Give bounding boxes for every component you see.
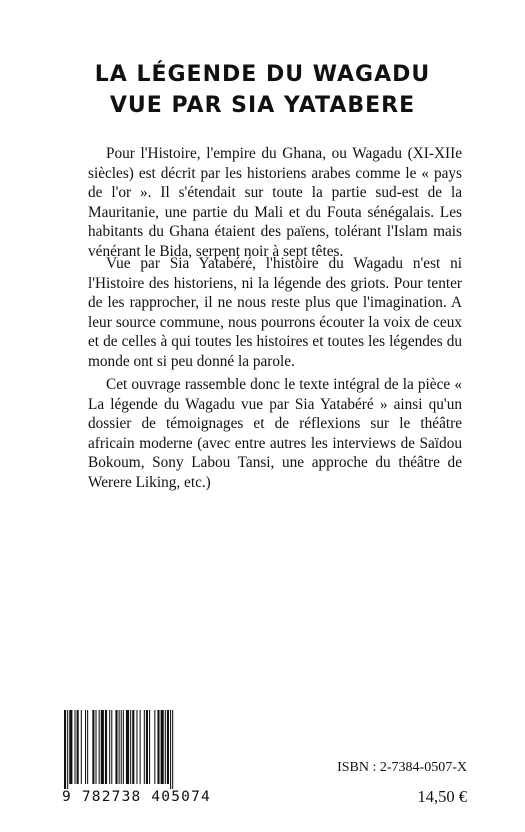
barcode-bar [109, 710, 110, 784]
barcode-bar [136, 710, 137, 784]
barcode-bar [170, 710, 171, 789]
summary-paragraph-2: Vue par Sia Yatabéré, l'histoire du Wagadu n'est ni l'Histoire des historiens, ni la légende des griots. Pour tenter de les rapprocher, il ne nous reste plus que l'imagination. A leur source commune, nous pourrons écouter la voix de ceux et de celles à qui toutes les histoires et toutes les légendes du monde ont si peu donné la parole. [88, 255, 462, 370]
barcode-bar [132, 710, 134, 784]
barcode-bar [144, 710, 145, 784]
barcode-bar [161, 710, 164, 784]
barcode [62, 710, 216, 789]
barcode-bar [92, 710, 94, 784]
barcode-bar [149, 710, 150, 784]
barcode-bar [172, 710, 173, 789]
barcode-bar [115, 710, 117, 784]
barcode-digits: 9 782738 405074 [62, 789, 211, 805]
barcode-bar [154, 710, 155, 784]
book-title-line-1: LA LÉGENDE DU WAGADU [94, 62, 431, 87]
barcode-bar [121, 710, 122, 784]
barcode-bar [119, 710, 120, 784]
barcode-bar [105, 710, 107, 784]
barcode-bar [96, 710, 97, 784]
summary-paragraph-1: Pour l'Histoire, l'empire du Ghana, ou Wagadu (XI-XIIe siècles) est décrit par les historiens arabes comme le « pays de l'or ». Il s'étendait sur toute la partie sud-est de la Mauritanie, une partie du Mali et du Fouta sénégalais. Les habitants du Ghana étaient des païens, tolérant l'Islam mais vénérant le Bida, serpent noir à sept têtes. [88, 145, 462, 260]
barcode-bar [157, 710, 159, 784]
price-label: 14,50 € [417, 787, 467, 806]
barcode-bar [64, 710, 66, 789]
barcode-bar [85, 710, 86, 784]
barcode-bar [87, 710, 88, 784]
barcode-bar [99, 710, 100, 784]
barcode-bar [111, 710, 112, 784]
barcode-bar [126, 710, 129, 784]
barcode-bar [123, 710, 124, 784]
isbn-label: ISBN : 2-7384-0507-X [337, 760, 467, 775]
barcode-bar [75, 710, 76, 784]
summary-paragraph-3: Cet ouvrage rassemble donc le texte intégral de la pièce « La légende du Wagadu vue par Sia Yatabéré » ainsi qu'un dossier de témoignages et de réflexions sur le théâtre africain moderne (avec entre autres les interviews de Saïdou Bokoum, Sony Labou Tansi, une approche du théâtre de Werere Liking, etc.) [88, 376, 462, 491]
barcode-bar [140, 710, 141, 784]
barcode-bar [101, 710, 104, 784]
barcode-bar [167, 710, 169, 784]
barcode-bar [130, 710, 131, 784]
barcode-bar [81, 710, 82, 784]
barcode-bar [146, 710, 148, 784]
barcode-bar [77, 710, 79, 784]
barcode-bar [165, 710, 166, 784]
barcode-bar [69, 710, 72, 784]
book-title-line-2: VUE PAR SIA YATABERE [109, 93, 416, 118]
barcode-bar [67, 710, 68, 789]
